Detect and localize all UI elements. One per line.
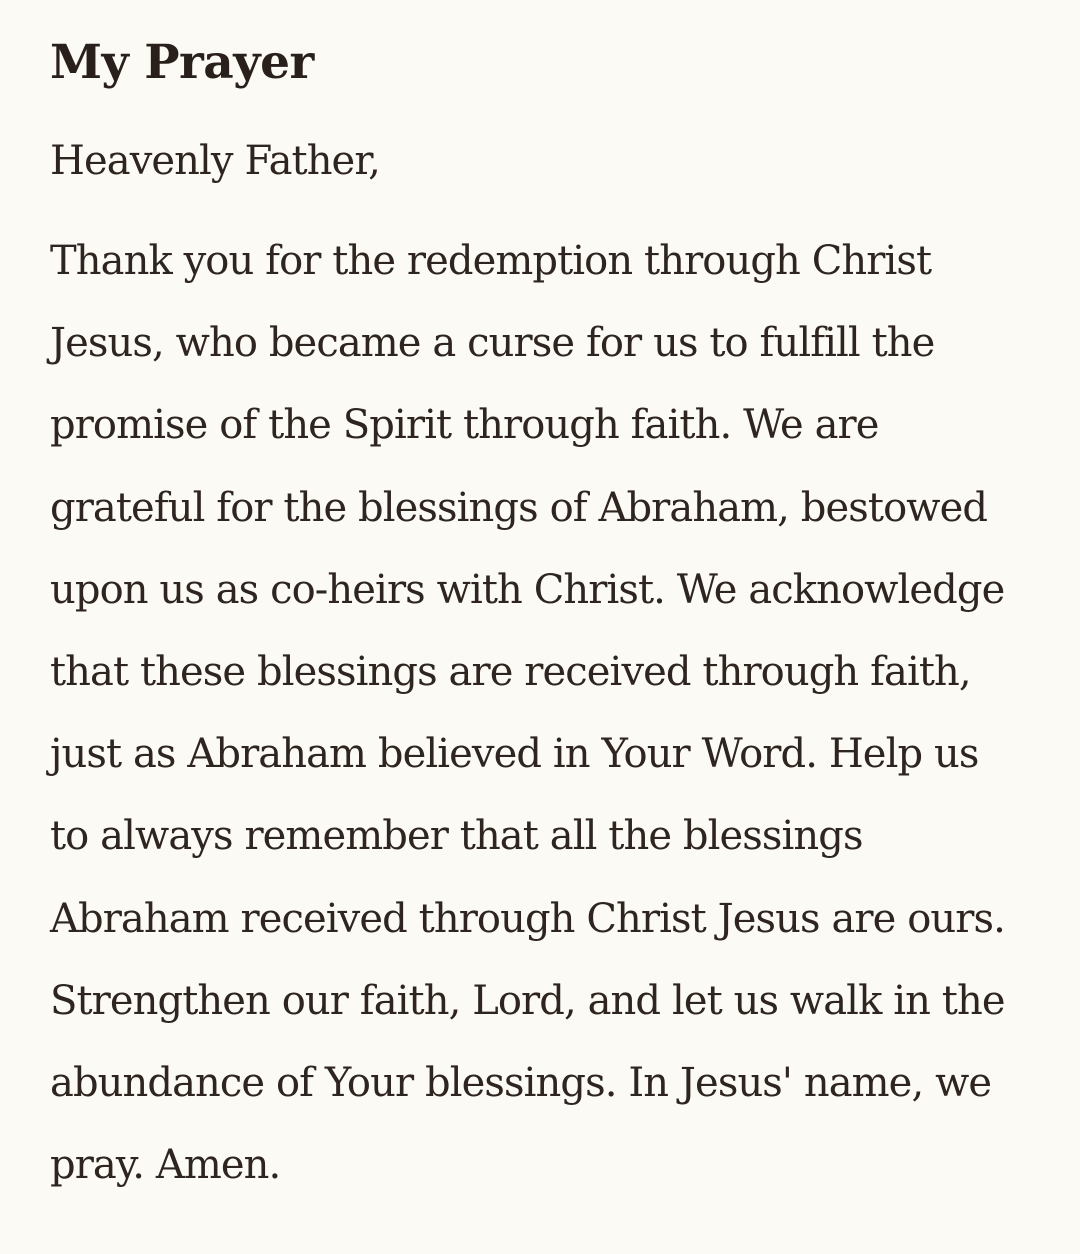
prayer-line: Abraham received through Christ Jesus are ours. (50, 895, 1005, 942)
prayer-line: Thank you for the redemption through Christ (50, 238, 932, 284)
prayer-line: just as Abraham believed in Your Word. Help us (50, 731, 979, 778)
prayer-line: Strengthen our faith, Lord, and let us walk in the (50, 977, 1005, 1024)
prayer-line: abundance of Your blessings. In Jesus' name, we (50, 1060, 992, 1107)
salutation: Heavenly Father, (50, 138, 380, 184)
prayer-line: Jesus, who became a curse for us to fulfill the (50, 320, 935, 367)
prayer-line: upon us as co-heirs with Christ. We acknowledge (50, 566, 1005, 613)
prayer-title: My Prayer (50, 35, 314, 90)
prayer-line: pray. Amen. (50, 1142, 281, 1189)
prayer-line: that these blessings are received through faith, (50, 649, 971, 696)
prayer-line: to always remember that all the blessings (50, 813, 863, 860)
prayer-body (50, 220, 1030, 1206)
prayer-line: grateful for the blessings of Abraham, bestowed (50, 484, 988, 531)
prayer-line: promise of the Spirit through faith. We are (50, 402, 879, 449)
